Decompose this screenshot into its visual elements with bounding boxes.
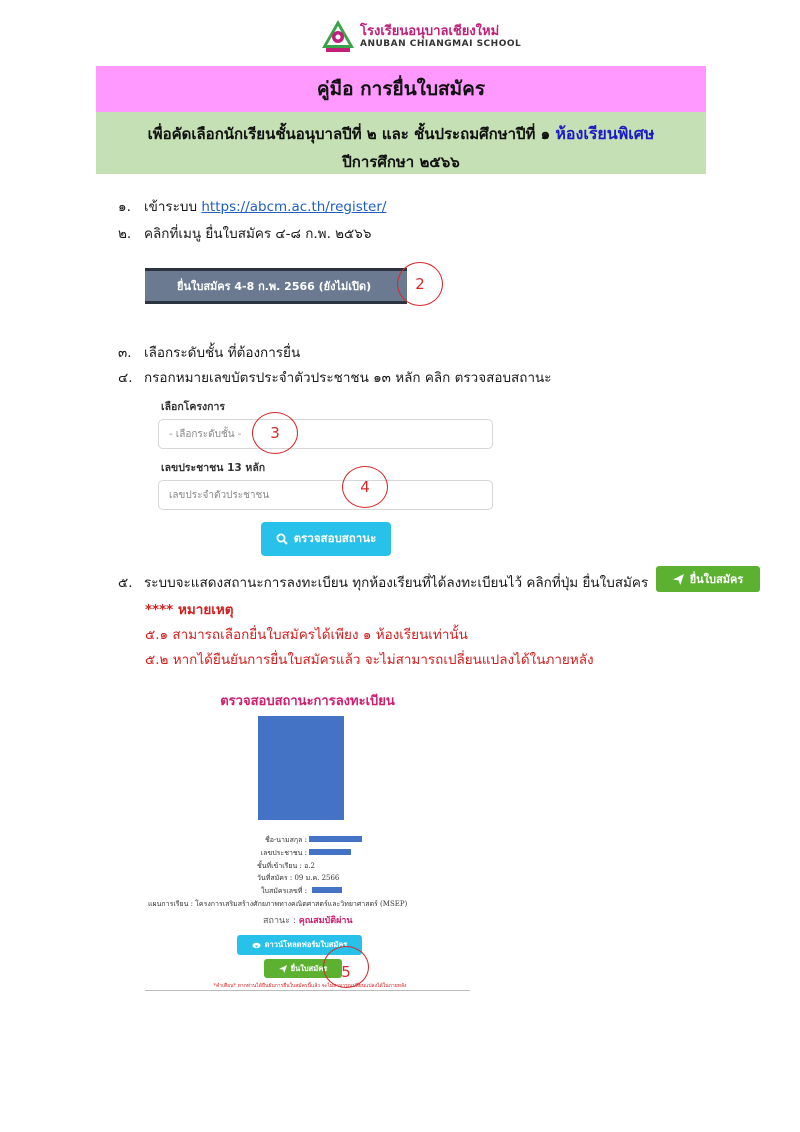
paper-plane-icon xyxy=(279,965,287,973)
check-status-label: ตรวจสอบสถานะ xyxy=(293,531,377,545)
id-label: เลขประชาชน 13 หลัก xyxy=(161,462,266,474)
marker-circle-2: 2 xyxy=(397,262,443,306)
project-label: เลือกโครงการ xyxy=(161,401,226,413)
step-4 xyxy=(118,366,552,388)
status-label: สถานะ : xyxy=(263,916,299,926)
marker-circle-3: 3 xyxy=(252,412,298,454)
applicant-photo-redacted xyxy=(258,716,344,820)
step-number: ๔. xyxy=(118,370,133,386)
application-number-label: ใบสมัครเลขที่ : xyxy=(261,887,307,895)
step-text: กรอกหมายเลขบัตรประจำตัวประชาชน ๑๓ หลัก คลิก ตรวจสอบสถานะ xyxy=(144,370,552,386)
search-icon xyxy=(276,533,288,545)
step-text: ระบบจะแสดงสถานะการลงทะเบียน ทุกห้องเรียนที่ได้ลงทะเบียนไว้ คลิกที่ปุ่ม ยื่นใบสมัคร xyxy=(144,575,649,591)
step-number: ๕. xyxy=(118,575,133,591)
note-2: ๕.๒ หากได้ยืนยันการยื่นใบสมัครแล้ว จะไม่สามารถเปลี่ยนแปลงได้ในภายหลัง xyxy=(145,652,594,668)
check-status-button[interactable] xyxy=(261,522,391,556)
grade-line: ชั้นที่เข้าเรียน : อ.2 xyxy=(257,862,315,870)
step-3 xyxy=(118,341,300,363)
citizen-id-placeholder: เลขประจำตัวประชาชน xyxy=(169,489,270,501)
school-emblem-icon xyxy=(320,18,356,54)
subtitle-highlight: ห้องเรียนพิเศษ xyxy=(555,124,655,143)
name-redacted xyxy=(309,836,362,842)
page-title: คู่มือ การยื่นใบสมัคร xyxy=(316,78,486,100)
step-1 xyxy=(118,195,386,217)
school-name-english: ANUBAN CHIANGMAI SCHOOL xyxy=(360,39,522,49)
step-number: ๒. xyxy=(118,226,132,242)
step-5 xyxy=(118,571,648,593)
level-placeholder: - เลือกระดับชั้น - xyxy=(169,428,242,440)
note-1: ๕.๑ สามารถเลือกยื่นใบสมัครได้เพียง ๑ ห้องเรียนเท่านั้น xyxy=(145,627,468,643)
marker-circle-5: 5 xyxy=(323,946,369,988)
marker-circle-4: 4 xyxy=(342,466,388,508)
apply-button-sample[interactable] xyxy=(656,566,760,592)
step-number: ๓. xyxy=(118,345,132,361)
school-logo xyxy=(320,18,522,56)
application-number-redacted xyxy=(312,887,342,893)
citizen-id-label: เลขประชาชน : xyxy=(260,849,307,857)
school-name-thai: โรงเรียนอนุบาลเชียงใหม่ xyxy=(360,24,500,39)
warning-text: *คำเตือน* หากท่านได้ยืนยันการยื่นใบสมัครนี้แล้ว จะไม่สามารถเปลี่ยนแปลงได้ในภายหลัง xyxy=(213,983,407,989)
step-text: เลือกระดับชั้น ที่ต้องการยื่น xyxy=(144,345,301,361)
date-line: วันที่สมัคร : 09 ม.ค. 2566 xyxy=(257,874,340,882)
divider xyxy=(145,990,470,991)
paper-plane-icon xyxy=(673,574,684,585)
step-2 xyxy=(118,222,371,244)
citizen-id-redacted xyxy=(309,849,351,855)
subtitle-prefix: เพื่อคัดเลือกนักเรียนชั้นอนุบาลปีที่ ๒ และ ชั้นประถมศึกษาปีที่ ๑ xyxy=(147,125,556,143)
name-label: ชื่อ-นามสกุล : xyxy=(264,836,307,844)
subtitle-band xyxy=(96,112,706,174)
apply-menu-item[interactable] xyxy=(145,268,407,304)
step-number: ๑. xyxy=(118,199,131,215)
status-line xyxy=(263,913,353,927)
status-title: ตรวจสอบสถานะการลงทะเบียน xyxy=(220,694,395,709)
citizen-id-input[interactable] xyxy=(158,480,493,510)
plan-line: แผนการเรียน : โครงการเสริมสร้างศักยภาพทางคณิตศาสตร์และวิทยาศาสตร์ (MSEP) xyxy=(148,900,408,908)
status-value: คุณสมบัติผ่าน xyxy=(298,916,353,926)
step-text: เข้าระบบ xyxy=(144,199,202,215)
title-band xyxy=(96,66,706,112)
register-link[interactable]: https://abcm.ac.th/register/ xyxy=(201,199,387,215)
apply-button-label: ยื่นใบสมัคร xyxy=(689,573,744,586)
level-select[interactable] xyxy=(158,419,493,449)
step-text: คลิกที่เมนู ยื่นใบสมัคร ๔-๘ ก.พ. ๒๕๖๖ xyxy=(144,226,372,242)
apply-menu-label: ยื่นใบสมัคร 4-8 ก.พ. 2566 (ยังไม่เปิด) xyxy=(177,280,372,293)
academic-year: ปีการศึกษา ๒๕๖๖ xyxy=(342,153,460,171)
note-heading: **** หมายเหตุ xyxy=(145,602,234,618)
cloud-download-icon xyxy=(252,941,261,950)
download-form-label: ดาวน์โหลดฟอร์มใบสมัคร xyxy=(264,940,348,949)
subtitle-line xyxy=(96,122,706,147)
apply-button-label: ยื่นใบสมัคร xyxy=(290,963,328,973)
